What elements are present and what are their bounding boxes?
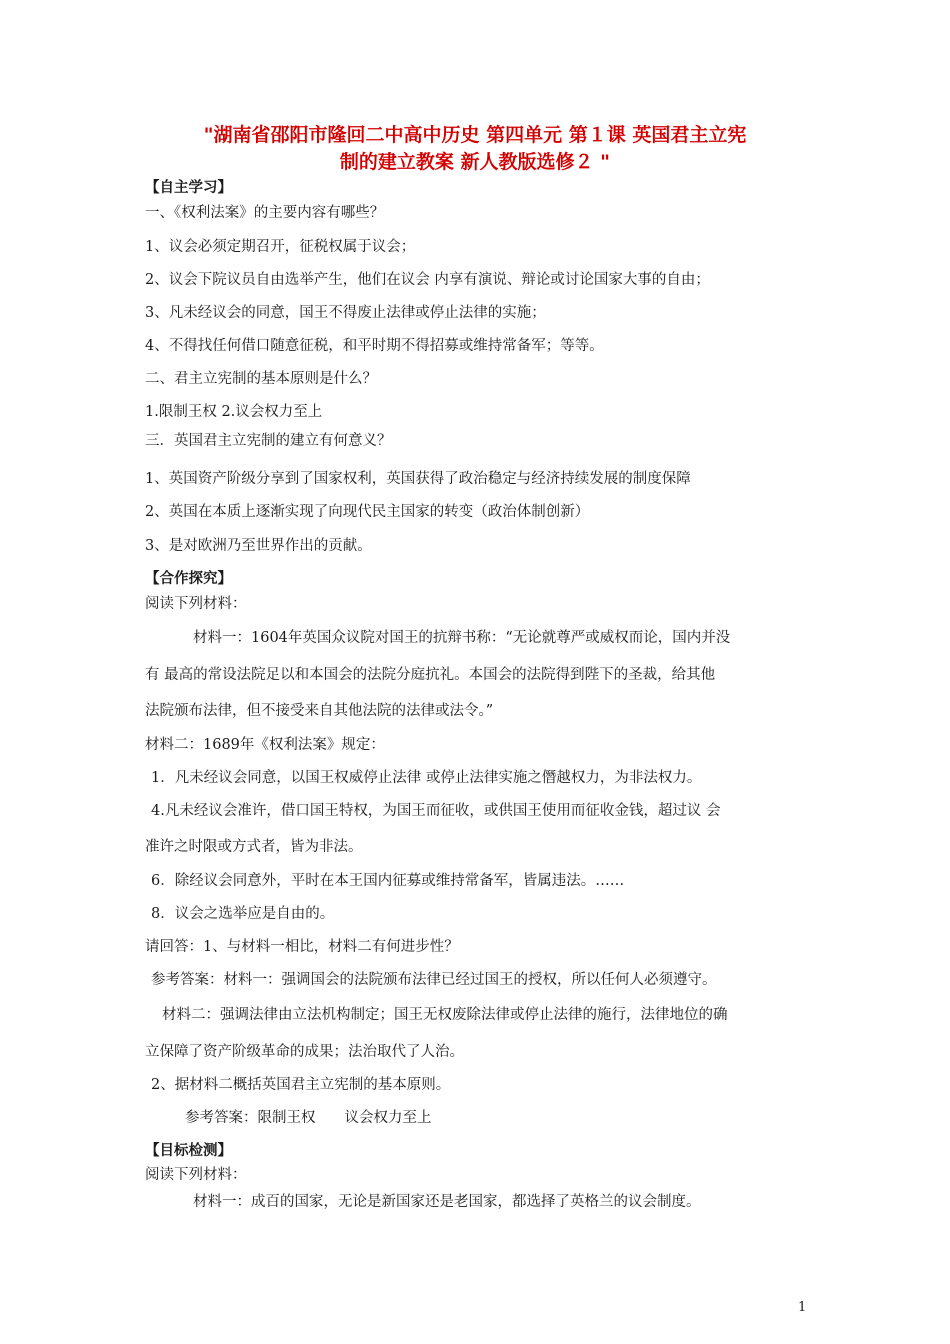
answer-3-2: 2、英国在本质上逐渐实现了向现代民主国家的转变（政治体制创新） bbox=[145, 504, 590, 520]
answer-3-1: 1、英国资产阶级分享到了国家权利，英国获得了政治稳定与经济持续发展的制度保障 bbox=[145, 471, 691, 487]
material-2-item-1: 1．凡未经议会同意，以国王权威停止法律 或停止法律实施之僭越权力，为非法权力。 bbox=[151, 770, 702, 786]
material-2-item-6: 6．除经议会同意外，平时在本王国内征募或维持常备军，皆属违法。…… bbox=[151, 873, 625, 889]
reference-answer-2: 参考答案：限制王权 议会权力至上 bbox=[185, 1110, 432, 1126]
answer-1-2: 2、议会下院议员自由选举产生，他们在议会 内享有演说、辩论或讨论国家大事的自由； bbox=[145, 272, 710, 288]
material-2-item-4: 4.凡未经议会准许，借口国王特权，为国王而征收，或供国王使用而征收金钱，超过议 会 bbox=[151, 803, 721, 819]
reference-answer-1: 参考答案：材料一：强调国会的法院颁布法律已经过国王的授权，所以任何人必须遵守。 bbox=[151, 972, 717, 988]
target-intro: 阅读下列材料： bbox=[145, 1167, 247, 1183]
material-2-item-8: 8．议会之选举应是自由的。 bbox=[151, 906, 335, 922]
material-1-line-2: 有 最高的常设法院足以和本国会的法院分庭抗礼。本国会的法院得到陛下的圣裁，给其他 bbox=[145, 667, 716, 683]
page-number: 1 bbox=[798, 1300, 807, 1315]
answer-1-3: 3、凡未经议会的同意，国王不得废止法律或停止法律的实施； bbox=[145, 305, 546, 321]
material-2: 材料二：1689年《权利法案》规定： bbox=[145, 737, 385, 753]
self-study-heading: 【自主学习】 bbox=[145, 180, 232, 196]
answer-2: 1.限制王权 2.议会权力至上 bbox=[145, 404, 323, 420]
question-ask-2: 2、据材料二概括英国君主立宪制的基本原则。 bbox=[151, 1077, 451, 1093]
title-line-2: 制的建立教案 新人教版选修２ " bbox=[339, 151, 611, 173]
reference-answer-1-cont: 立保障了资产阶级革命的成果；法治取代了人治。 bbox=[145, 1044, 464, 1060]
question-ask-1: 请回答：1、与材料一相比，材料二有何进步性？ bbox=[145, 939, 459, 955]
reference-answer-1-material-2: 材料二：强调法律由立法机构制定；国王无权废除法律或停止法律的施行，法律地位的确 bbox=[162, 1007, 728, 1023]
question-3: 三．英国君主立宪制的建立有何意义？ bbox=[145, 433, 392, 449]
material-1-line-3: 法院颁布法律，但不接受来自其他法院的法律或法令。” bbox=[145, 703, 494, 719]
answer-3-3: 3、是对欧洲乃至世界作出的贡献。 bbox=[145, 538, 372, 554]
question-2: 二、君主立宪制的基本原则是什么？ bbox=[145, 371, 377, 387]
material-1-line-1: 材料一：1604年英国众议院对国王的抗辩书称：“无论就尊严或威权而论，国内并没 bbox=[193, 630, 731, 646]
material-2-item-4-cont: 准许之时限或方式者，皆为非法。 bbox=[145, 839, 363, 855]
question-1: 一、《权利法案》的主要内容有哪些？ bbox=[145, 205, 385, 221]
target-material-1: 材料一：成百的国家，无论是新国家还是老国家，都选择了英格兰的议会制度。 bbox=[193, 1194, 701, 1210]
cooperative-heading: 【合作探究】 bbox=[145, 571, 232, 587]
answer-1-4: 4、不得找任何借口随意征税，和平时期不得招募或维持常备军；等等。 bbox=[145, 338, 604, 354]
title-line-1: "湖南省邵阳市隆回二中高中历史 第四单元 第１课 英国君主立宪 bbox=[203, 124, 747, 146]
answer-1-1: 1、议会必须定期召开，征税权属于议会； bbox=[145, 239, 416, 255]
cooperative-intro: 阅读下列材料： bbox=[145, 596, 247, 612]
target-heading: 【目标检测】 bbox=[145, 1143, 232, 1159]
